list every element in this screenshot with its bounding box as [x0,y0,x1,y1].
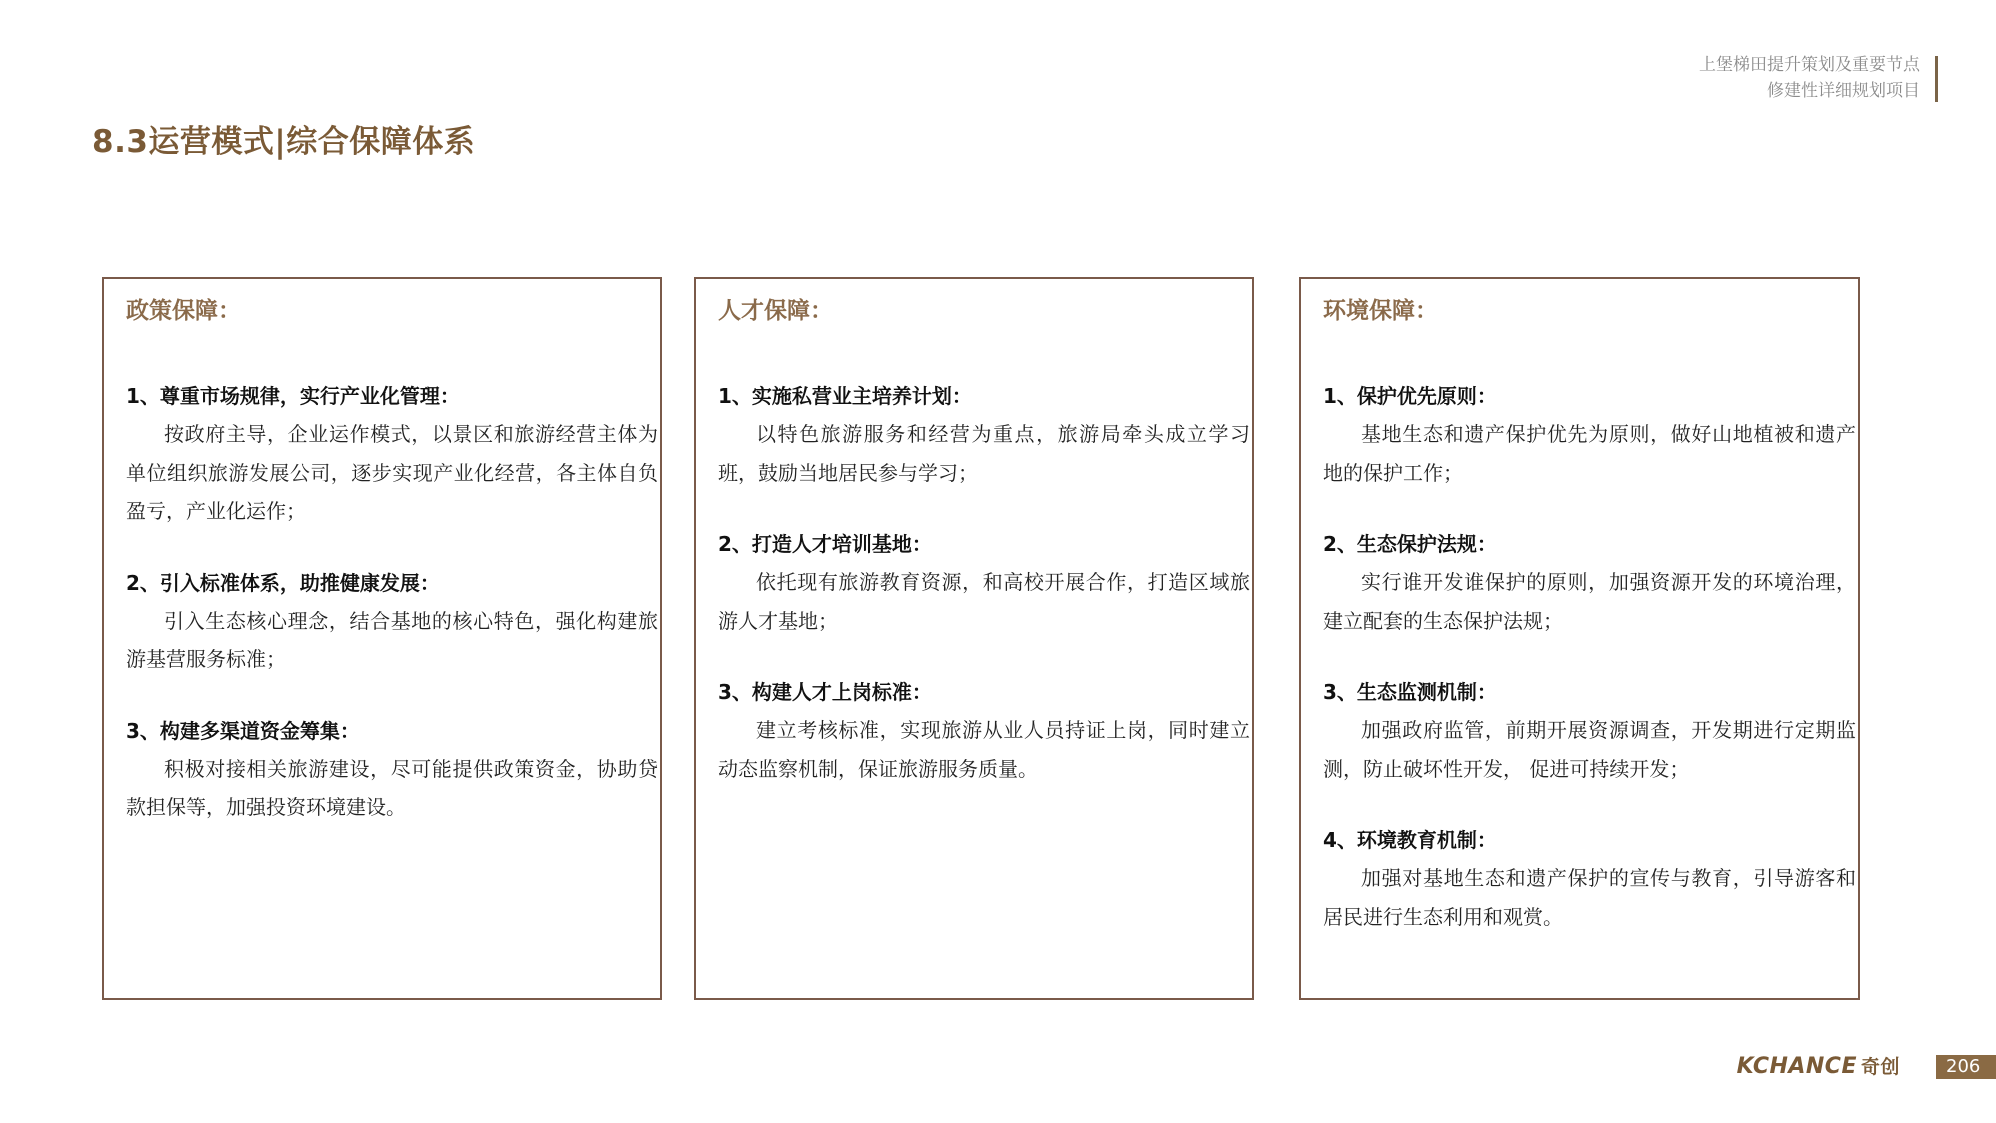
logo-text-cn: 奇创 [1860,1056,1900,1078]
list-item [718,525,1252,640]
company-logo [1737,1052,1900,1079]
page-title: 8.3运营模式|综合保障体系 [92,124,476,160]
section-heading: 2、打造人才培训基地： [718,532,932,556]
project-title-line1: 上堡梯田提升策划及重要节点 [1699,55,1920,75]
list-item [1323,377,1858,492]
list-item [1323,673,1858,788]
section-body: 加强政府监管，前期开展资源调查，开发期进行定期监测，防止破坏性开发， 促进可持续开发； [1323,718,1856,781]
talent-guarantee-card [694,277,1254,1000]
section-heading: 3、构建人才上岗标准： [718,680,932,704]
section-heading: 1、尊重市场规律，实行产业化管理： [126,384,460,408]
section-body: 引入生态核心理念，结合基地的核心特色，强化构建旅游基营服务标准； [126,608,658,671]
card-title: 政策保障： [126,298,241,324]
list-item [126,712,660,827]
environment-guarantee-card [1299,277,1860,1000]
section-heading: 4、环境教育机制： [1323,828,1497,852]
section-body: 加强对基地生态和遗产保护的宣传与教育，引导游客和居民进行生态利用和观赏。 [1323,866,1856,929]
section-heading: 2、生态保护法规： [1323,532,1497,556]
list-item [126,377,660,531]
section-heading: 3、生态监测机制： [1323,680,1497,704]
list-item [126,564,660,679]
section-heading: 2、引入标准体系，助推健康发展： [126,570,440,595]
policy-guarantee-card [102,277,662,1000]
logo-text-en: KCHANCE [1736,1054,1857,1079]
section-heading: 1、保护优先原则： [1323,384,1497,408]
card-title: 环境保障： [1323,298,1438,324]
section-body: 实行谁开发谁保护的原则，加强资源开发的环境治理，建立配套的生态保护法规； [1323,570,1856,633]
section-heading: 1、实施私营业主培养计划： [718,384,972,408]
section-body: 按政府主导，企业运作模式，以景区和旅游经营主体为单位组织旅游发展公司，逐步实现产业化经营，各主体自负盈亏，产业化运作； [126,422,658,523]
list-item [718,377,1252,492]
project-title-line2: 修建性详细规划项目 [1767,81,1920,101]
list-item [1323,525,1858,640]
card-title: 人才保障： [718,298,833,324]
section-body: 以特色旅游服务和经营为重点，旅游局牵头成立学习班，鼓励当地居民参与学习； [718,422,1250,485]
page-number: 206 [1936,1055,1996,1079]
section-heading: 3、构建多渠道资金筹集： [126,718,360,743]
project-header [1699,52,1938,104]
section-body: 基地生态和遗产保护优先为原则，做好山地植被和遗产地的保护工作； [1323,422,1856,485]
list-item [1323,821,1858,936]
section-body: 依托现有旅游教育资源，和高校开展合作，打造区域旅游人才基地； [718,570,1250,633]
section-body: 建立考核标准，实现旅游从业人员持证上岗，同时建立动态监察机制，保证旅游服务质量。 [718,718,1250,781]
list-item [718,673,1252,788]
section-body: 积极对接相关旅游建设，尽可能提供政策资金，协助贷款担保等，加强投资环境建设。 [126,756,658,819]
